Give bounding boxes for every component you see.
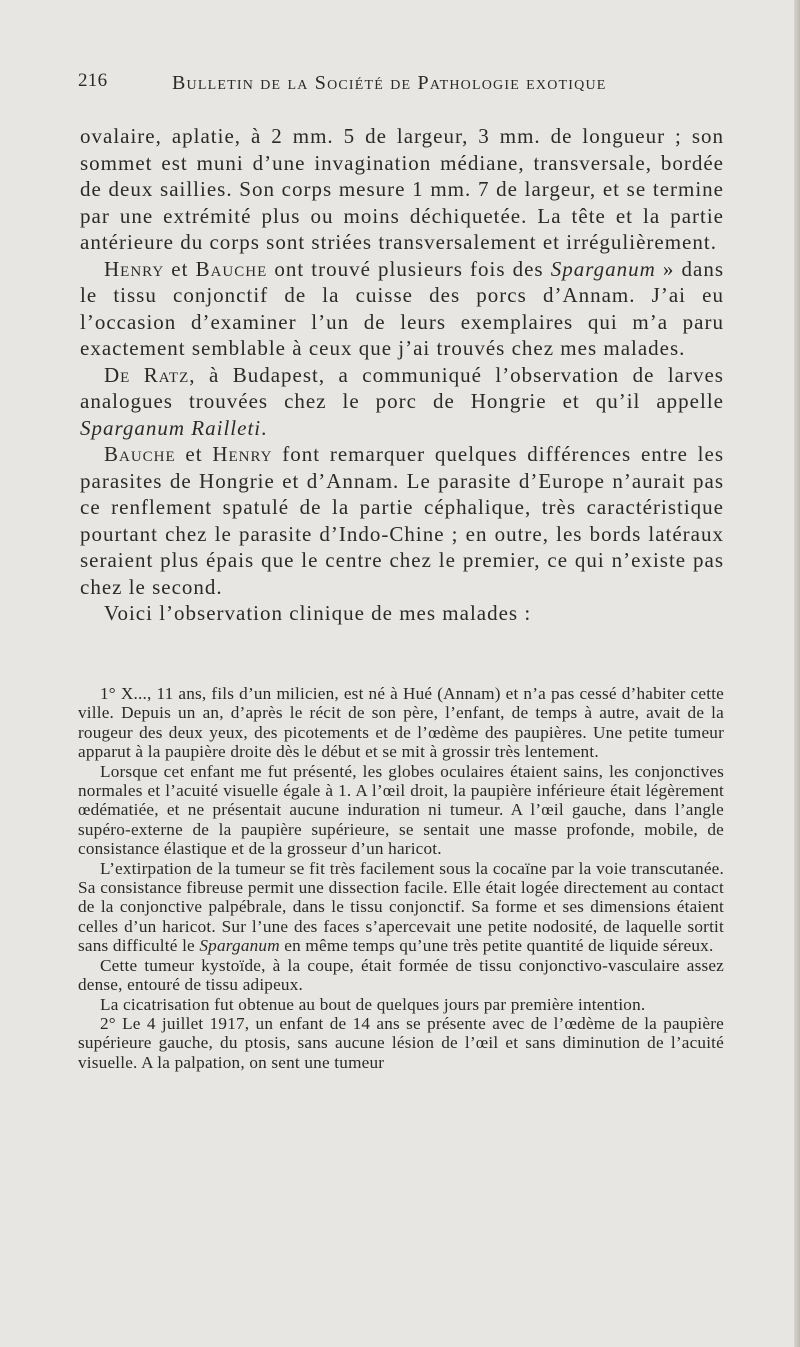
text-run: Lorsque cet enfant me fut présenté, les globes oculaires étaient sains, les conjonctives normales et l’acuité visuelle égale à 1. A l’œil droit, la paupière inférieure était légèrement œdématiée, et ne présentait aucune induration ni tumeur. A l’œil gauche, dans l’angle supéro-externe de la paupière supérieure, se sentait une masse profonde, mobile, de consistance élastique et de la grosseur d’un haricot. [78,761,724,859]
species-name: Sparganum [550,256,656,281]
main-text [80,123,724,627]
observation-1-histology [78,956,724,995]
author-name: Bauche [195,256,268,281]
text-run: L’extirpation de la tumeur se fit très facilement sous la cocaïne par la voie transcutanée. Sa consistance fibreuse permit une dissection facile. Elle était logée directement au contact de la conjonctive palpébrale, dans le tissu conjonctif. Sa forme et ses dimensions étaient celles d’un haricot. Sur l’une des faces s’apercevait une petite nodosité, de laquelle sortit sans difficulté le [78,858,724,956]
text-run: Cette tumeur kystoïde, à la coupe, était formée de tissu conjonctivo-vasculaire assez dense, entouré de tissu adipeux. [78,955,724,995]
observation-1-exam [78,762,724,859]
observation-1-surgery [78,859,724,956]
author-name: Henry [104,256,165,281]
text-run: font remarquer quelques différences entre les parasites de Hongrie et d’Annam. Le parasite d’Europe n’aurait pas ce renflement spatulé de la partie céphalique, très caractéristique pourtant chez le parasite d’Indo-Chine ; en outre, les bords latéraux seraient plus épais que le centre chez le premier, ce qui n’existe pas chez le second. [80,442,724,599]
text-run: 2° Le 4 juillet 1917, un enfant de 14 ans se présente avec de l’œdème de la paupière supérieure gauche, du ptosis, sans aucune lésion de l’œil et sans diminution de l’acuité visuelle. A la palpation, on sent une tumeur [78,1013,724,1072]
author-name: Henry [212,442,273,466]
author-name: De Ratz [104,362,190,387]
text-run: et [164,256,196,281]
observation-1 [78,684,724,762]
paragraph-intro-observation [80,600,724,627]
text-run: 1° X..., 11 ans, fils d’un milicien, est né à Hué (Annam) et n’a pas cessé d’habiter cette ville. Depuis un an, d’après le récit de son père, l’enfant, de temps à autre, avait de la rougeur des deux yeux, des picotements et de l’œdème des paupières. Une petite tumeur apparut à la paupière droite dès le début et se mit à grossir très lentement. [78,684,724,762]
paragraph-differences [80,441,724,600]
text-run: en même temps qu’une très petite quantité de liquide séreux. [279,936,714,956]
paragraph-continuation [80,123,724,256]
text-run: et [175,442,213,466]
observation-2 [78,1014,724,1072]
paragraph-henry-bauche [80,256,724,362]
species-name: Sparganum [199,936,280,956]
observation-1-healing [78,995,724,1014]
text-run: » dans le tissu conjonctif de la cuisse des porcs d’Annam. J’ai eu l’occasion d’examiner l’un de leurs exemplaires qui m’a paru exactement semblable à ceux que j’ai trouvés chez mes malades. [80,256,724,360]
text-run: Voici l’observation clinique de mes malades : [104,601,532,625]
species-name: Sparganum Railleti [80,415,262,440]
text-run: . [261,415,268,440]
text-run: ont trouvé plusieurs fois des [267,256,551,281]
paragraph-text: ovalaire, aplatie, à 2 mm. 5 de largeur, 3 mm. de longueur ; son sommet est muni d’une invagination médiane, transversale, bordée de deux saillies. Son corps mesure 1 mm. 7 de largeur, et se termine par une extrémité plus ou moins déchiquetée. La tête et la partie antérieure du corps sont striées transversalement et irrégulièrement. [80,124,724,254]
paragraph-de-ratz [80,362,724,442]
clinical-observations [78,684,724,1072]
author-name: Bauche [104,442,176,466]
page-number: 216 [78,70,108,91]
text-run: La cicatrisation fut obtenue au bout de quelques jours par première intention. [100,994,646,1014]
running-title: Bulletin de la Société de Pathologie exotique [172,72,607,94]
text-run: , à Budapest, a communiqué l’observation de larves analogues trouvées chez le porc de Hongrie et qu’il appelle [80,362,724,413]
page-edge [794,0,800,1347]
running-header [78,70,638,104]
